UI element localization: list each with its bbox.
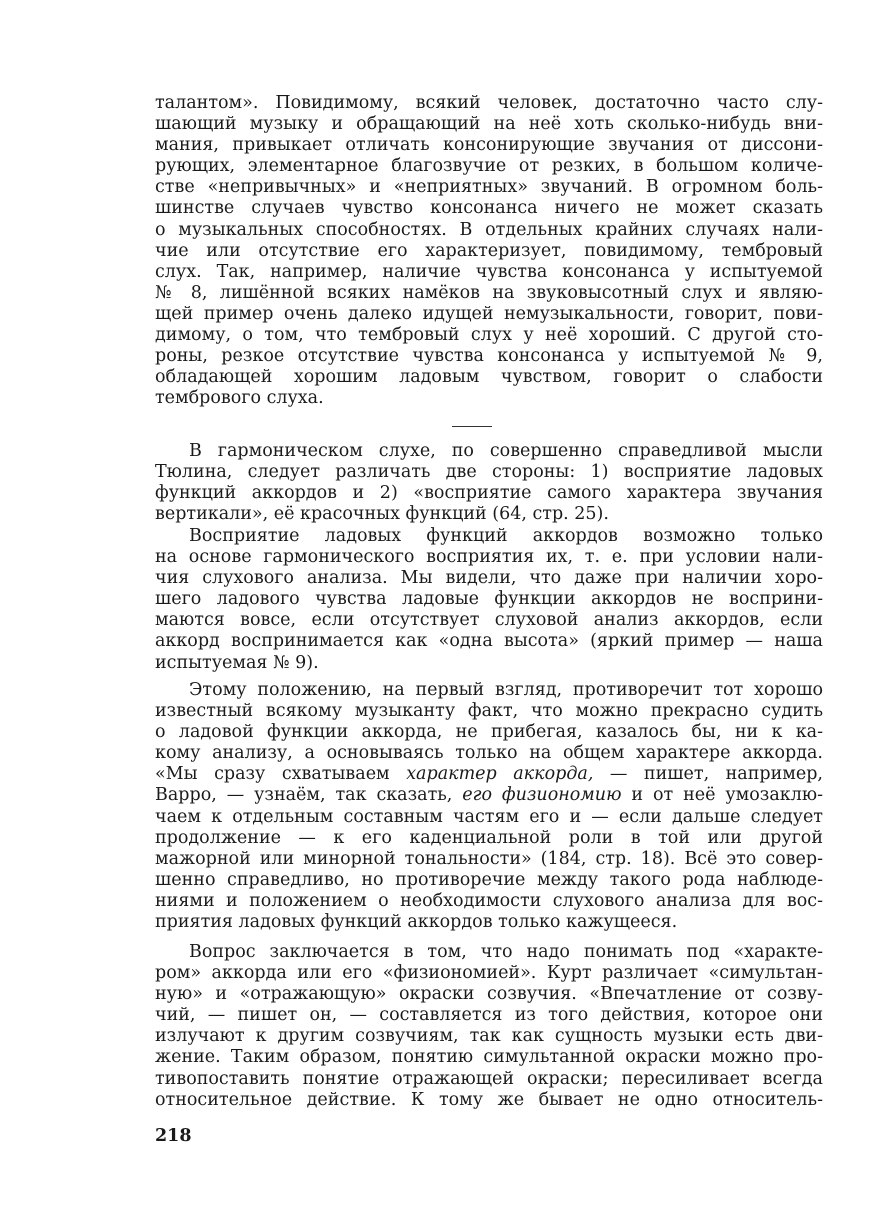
text-line: приятия ладовых функций аккордов только кажущееся. (155, 912, 678, 933)
text-line: продолжение — к его каденциальной роли в той или другой (155, 827, 823, 848)
paragraph-2 (155, 441, 823, 525)
text-line: № 8, лишённой всяких намёков на звуковысотный слух и являю- (155, 282, 823, 303)
text-run: и от неё умозаклю- (621, 785, 823, 806)
text-line: о ладовой функции аккорда, не прибегая, казалось бы, ни к ка- (155, 722, 823, 743)
text-line: Этому положению, на первый взгляд, противоречит тот хорошо (189, 680, 823, 700)
text-line: Вопрос заключается в том, что надо понимать под «характе- (189, 942, 823, 962)
text-line: обладающей хорошим ладовым чувством, говорит о слабости (155, 367, 823, 388)
text-line: мания, привыкает отличать консонирующие звучания от диссони- (155, 135, 823, 156)
text-line-mixed (155, 764, 823, 785)
text-line: Восприятие ладовых функций аккордов возможно только (189, 526, 823, 546)
page-number: 218 (155, 1126, 192, 1146)
text-line: тивопоставить понятие отражающей окраски; пересиливает всегда (155, 1068, 823, 1089)
text-line: рующих, элементарное благозвучие от резких, в большом количе- (155, 156, 823, 177)
text-line: жение. Таким образом, понятию симультанной окраски можно про- (155, 1047, 823, 1068)
text-line: излучают к другим созвучиям, так как сущность музыки есть дви- (155, 1026, 823, 1047)
text-line: маются вовсе, если отсутствует слуховой анализ аккордов, если (155, 610, 823, 631)
paragraph-3 (155, 526, 823, 674)
text-line: вертикали», её красочных функций (64, стр. 25). (155, 504, 609, 525)
text-line: тембрового слуха. (155, 388, 324, 409)
text-line: относительное действие. К тому же бывает не одно относитель- (155, 1089, 823, 1110)
text-line: ниями и положением о необходимости слухового анализа для вос- (155, 890, 823, 911)
text-line: шего ладового чувства ладовые функции аккордов не восприни- (155, 589, 823, 610)
text-line: В гармоническом слухе, по совершенно справедливой мысли (189, 441, 823, 461)
paragraph-5 (155, 942, 823, 1111)
text-line: Тюлина, следует различать две стороны: 1) восприятие ладовых (155, 462, 823, 483)
text-line: шающий музыку и обращающий на неё хоть сколько-нибудь вни- (155, 114, 823, 135)
text-line: роны, резкое отсутствие чувства консонанса у испытуемой № 9, (155, 346, 823, 367)
italic-run: его физиономию (462, 785, 622, 806)
text-line: известный всякому музыканту факт, что можно прекрасно судить (155, 701, 823, 722)
text-line: стве «непривычных» и «неприятных» звучаний. В огромном боль- (155, 177, 823, 198)
text-line: щей пример очень далеко идущей немузыкальности, говорит, пови- (155, 303, 823, 324)
paragraph-1 (155, 93, 823, 409)
text-line: слух. Так, например, наличие чувства консонанса у испытуемой (155, 261, 823, 282)
text-line: кому анализу, а основываясь только на общем характере аккорда. (155, 743, 823, 764)
text-run: — пишет, например, (593, 764, 823, 785)
text-line: шенно справедливо, но противоречие между такого рода наблюде- (155, 869, 823, 890)
italic-run: характер аккорда, (406, 764, 594, 785)
text-line: аккорд воспринимается как «одна высота» (яркий пример — наша (155, 631, 823, 652)
text-line: чаем к отдельным составным частям его и — если дальше следует (155, 806, 823, 827)
text-line: на основе гармонического восприятия их, т. е. при условии нали- (155, 547, 823, 568)
text-line-mixed (155, 785, 823, 806)
text-line: талантом». Повидимому, всякий человек, достаточно часто слу- (155, 93, 823, 113)
text-line: димому, о том, что тембровый слух у неё хороший. С другой сто- (155, 325, 823, 346)
text-line: шинстве случаев чувство консонанса ничего не может сказать (155, 198, 823, 219)
paragraph-4 (155, 680, 823, 933)
text-run: Варро, — узнаём, так сказать, (155, 785, 463, 806)
text-line: чий, — пишет он, — составляется из того действия, которое они (155, 1005, 823, 1026)
text-line: функций аккордов и 2) «восприятие самого характера звучания (155, 483, 823, 504)
text-run: «Мы сразу схватываем (155, 764, 407, 785)
text-line: испытуемая № 9). (155, 652, 319, 673)
text-line: ную» и «отражающую» окраски созвучия. «Впечатление от созву- (155, 984, 823, 1005)
section-divider (452, 426, 492, 427)
text-line: мажорной или минорной тональности» (184, стр. 18). Всё это совер- (155, 848, 823, 869)
text-line: чие или отсутствие его характеризует, повидимому, тембровый (155, 240, 823, 261)
text-line: ром» аккорда или его «физиономией». Курт различает «симультан- (155, 963, 823, 984)
text-line: о музыкальных способностях. В отдельных крайних случаях нали- (155, 219, 823, 240)
text-line: чия слухового анализа. Мы видели, что даже при наличии хоро- (155, 568, 823, 589)
